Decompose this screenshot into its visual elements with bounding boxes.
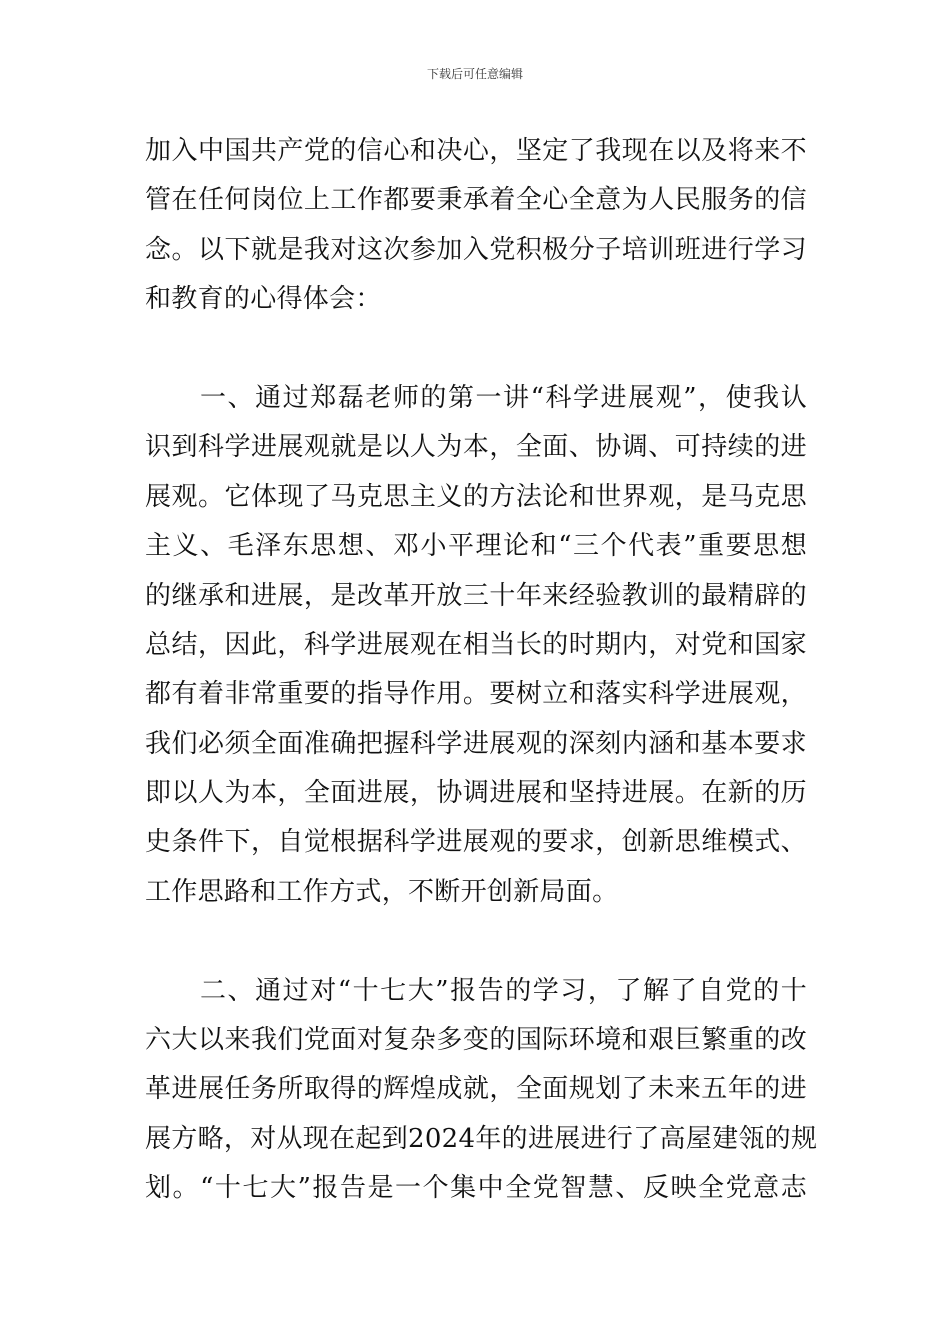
paragraph-spacer [145,917,807,966]
text-line: 二、通过对“十七大”报告的学习，了解了自党的十 [200,975,807,1006]
text-line: 和教育的心得体会： [145,284,382,315]
text-line: 都有着非常重要的指导作用。要树立和落实科学进展观， [145,679,807,710]
document-body [145,127,818,1214]
text-line: 管在任何岗位上工作都要秉承着全心全意为人民服务的信 [145,185,807,216]
text-line: 展观。它体现了马克思主义的方法论和世界观，是马克思 [145,481,807,512]
text-line: 一、通过郑磊老师的第一讲“科学进展观”，使我认 [200,382,807,413]
text-line: 展方略，对从现在起到2024年的进展进行了高屋建瓴的规 [145,1123,818,1154]
text-line: 主义、毛泽东思想、邓小平理论和“三个代表”重要思想 [145,531,807,562]
paragraph-spacer [145,325,807,374]
text-line: 六大以来我们党面对复杂多变的国际环境和艰巨繁重的改 [145,1025,807,1056]
text-line: 工作思路和工作方式，不断开创新局面。 [145,876,619,907]
paragraph-section-one [145,374,807,917]
text-line: 革进展任务所取得的辉煌成就，全面规划了未来五年的进 [145,1074,807,1105]
text-line: 识到科学进展观就是以人为本，全面、协调、可持续的进 [145,432,807,463]
text-line: 念。以下就是我对这次参加入党积极分子培训班进行学习 [145,234,807,265]
paragraph-section-two [145,967,818,1214]
text-line: 史条件下，自觉根据科学进展观的要求，创新思维模式、 [145,827,807,858]
text-line: 加入中国共产党的信心和决心，坚定了我现在以及将来不 [145,136,807,166]
text-line: 的继承和进展，是改革开放三十年来经验教训的最精辟的 [145,580,807,611]
text-line: 划。“十七大”报告是一个集中全党智慧、反映全党意志 [145,1173,807,1204]
paragraph-intro [145,127,807,325]
text-line: 总结，因此，科学进展观在相当长的时期内，对党和国家 [145,629,807,660]
text-line: 我们必须全面准确把握科学进展观的深刻内涵和基本要求 [145,728,807,759]
page-header: 下载后可任意编辑 [426,67,523,81]
text-line: 即以人为本，全面进展，协调进展和坚持进展。在新的历 [145,778,807,809]
